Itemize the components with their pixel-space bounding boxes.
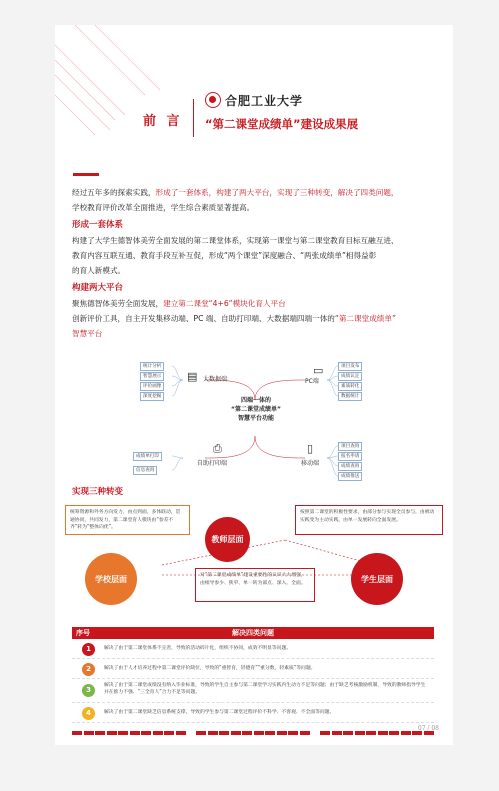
teacher-circle: 教师层面 [205, 517, 250, 562]
footer-stripes [72, 731, 434, 735]
preface-label: 前 言 [143, 114, 183, 129]
university-name: 合肥工业大学 [225, 93, 304, 108]
row-number-badge: 4 [82, 707, 95, 720]
col-number-header: 序号 [76, 629, 90, 637]
mobile-label: 移动端 [301, 460, 320, 467]
core-line-3: 智慧平台功能 [237, 415, 274, 422]
col-problem-header: 解决四类问题 [232, 629, 274, 637]
teacher-box: 对“第二课堂成绩单”建设重要性的认识大大增强，由相导参少、狭窄、单一转为部点、深入、全面。 [195, 568, 315, 602]
row-text: 解决了由于第二课堂缺乏信息系统支撑，导致的学生参与第二课堂过程评价不科学、不客观、不全面等问题。 [104, 710, 335, 715]
sec1-line-1: 构建了大学生德智体美劳全面发展的第二课堂体系，实现第一课堂与第二课堂教育目标互融互进、 [72, 236, 399, 245]
print-tag: 成绩单打印 [133, 452, 162, 461]
mobile-icon: ▯ [307, 442, 314, 455]
core-platform [225, 396, 287, 434]
sec1-line-2: 教育内容互联互通、教育手段互补互促，形成“两个课堂”深度融合、“两张成绩单”相得益彰 [72, 251, 377, 260]
table-row [72, 679, 434, 703]
pc-monitor-icon: ▭ [313, 364, 324, 377]
section-title-system: 形成一套体系 [72, 220, 124, 230]
row-number-badge: 3 [82, 684, 95, 697]
accent-bar [73, 173, 99, 176]
header-divider [193, 99, 194, 137]
pc-tag: 项目发布 [338, 362, 362, 371]
table-row [72, 639, 434, 659]
sec1-line-3: 的育人新模式。 [72, 266, 126, 275]
mobile-tag: 成绩推送 [338, 472, 362, 481]
mobile-tag: 报名申请 [338, 452, 362, 461]
student-box: 按照第二课堂的积极性要求，由部分参与实现全员参与，由被动实践变为主动实践，由单一发展转向全面发展。 [295, 505, 443, 535]
page-header [143, 85, 443, 145]
intro-line-2: 学校教育评价改革全面推进，学生综合素质显著提高。 [72, 203, 255, 212]
mobile-tag: 项目查询 [338, 442, 362, 451]
sec2-line-2: 创新评价工具，自主开发集移动端、PC 端、自助打印端、大数据端四端一体的“第二课堂成绩单” [72, 314, 396, 323]
row-text: 解决了由于人才培养过程中第二课堂评价缺位，导致的“重智育，轻德育”“重分数，轻素质”等问题。 [104, 666, 316, 671]
table-row [72, 659, 434, 679]
mobile-tag: 成绩查询 [338, 462, 362, 471]
printer-icon: ⎙ [213, 442, 222, 455]
school-box: 统筹资源和外务方向发力，由点到面，多体联动，贯通协同，共同发力，第二课堂育人模块由“参差不齐”转为“整体向优”。 [65, 505, 190, 535]
table-header [72, 627, 434, 639]
core-line-1: 四端一体的 [240, 397, 271, 404]
row-number-badge: 1 [82, 643, 95, 656]
table-row [72, 703, 434, 723]
page-number: 07 / 08 [417, 725, 439, 732]
sec2-line-1: 聚焦德智体美劳全面发展，建立第二课堂“4+6”模块化育人平台 [72, 299, 286, 308]
row-text: 解决了由于第二课堂体系不完善，导致的活动碎片化，组织不协同，成效不明显等问题。 [104, 646, 292, 651]
pc-tag: 成绩认定 [338, 372, 362, 381]
bigdata-label: 大数据端 [203, 376, 228, 383]
print-label: 自助打印端 [197, 460, 228, 467]
platform-diagram [125, 358, 385, 483]
school-circle: 学校层面 [85, 553, 137, 605]
university-seal-icon [205, 92, 221, 108]
row-number-badge: 2 [82, 663, 95, 676]
bigdata-icon: ▤ [187, 370, 198, 383]
section-title-transforms: 实现三种转变 [72, 487, 124, 497]
student-circle: 学生层面 [351, 553, 403, 605]
brochure-page [55, 25, 453, 745]
bigdata-tag: 评价画像 [140, 382, 164, 391]
problems-table [72, 627, 434, 723]
bigdata-tag: 智慧展示 [140, 372, 164, 381]
university-logo [205, 91, 303, 109]
intro-line-1: 经过五年多的探索实践，形成了一套体系，构建了两大平台，实现了三种转变，解决了四类问题， [72, 188, 399, 197]
section-title-platforms: 构建两大平台 [72, 283, 124, 293]
body-text [72, 185, 442, 341]
print-tag: 信息查询 [133, 466, 157, 475]
bigdata-tag: 统计分析 [140, 362, 164, 371]
pc-tag: 数据统计 [338, 392, 362, 401]
pc-tag: 素质转化 [338, 382, 362, 391]
pc-label: PC端 [305, 378, 319, 385]
row-text: 解决了由于第二课堂成绩没有纳入毕业标准，导致的学生自主参与第二课堂学习实践内生动力不足等问题；由于缺乏考核激励机制，导致的教师指导学生并在推力不强、“三全育人”合力不足等问题。 [104, 683, 426, 695]
core-line-2: “第二课堂成绩单” [231, 406, 281, 413]
sec2-line-3: 智慧平台 [72, 329, 103, 338]
bigdata-tag: 深度挖掘 [140, 392, 164, 401]
page-title: “第二课堂成绩单”建设成果展 [205, 117, 359, 131]
